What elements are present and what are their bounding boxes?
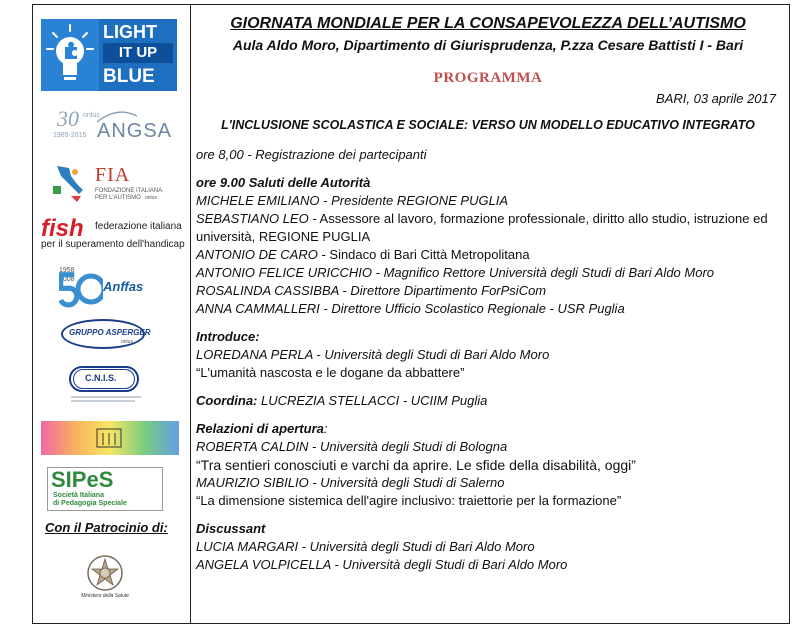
- relazione-title: “La dimensione sistemica dell'agire inclusivo: traiettorie per la formazione”: [196, 493, 622, 508]
- sipes-line2: di Pedagogia Speciale: [53, 500, 127, 507]
- coordina-section: [196, 392, 780, 410]
- speaker-name: ANNA CAMMALLERI: [196, 301, 320, 316]
- introduce-title: “L'umanità nascosta e le dogane da abbattere”: [196, 365, 465, 380]
- saluti-cammalleri: [196, 300, 780, 318]
- relazione-person: MAURIZIO SIBILIO - Università degli Studi di Salerno: [196, 475, 505, 490]
- saluti-cassibba: [196, 282, 780, 300]
- saluti-uricchio: [196, 264, 780, 282]
- blue-text: BLUE: [103, 66, 155, 87]
- ministero-salute-logo: [77, 553, 133, 605]
- speaker-role: - Sindaco di Bari Città Metropolitana: [317, 247, 530, 262]
- speaker-role: - Presidente REGIONE PUGLIA: [319, 193, 509, 208]
- introduce-label: Introduce:: [196, 329, 260, 344]
- relazioni-section: [196, 420, 780, 510]
- angsa-onlus: onlus: [83, 112, 100, 119]
- fia-name: FIA: [95, 164, 131, 186]
- fish-name: fish: [41, 215, 84, 242]
- speaker-role: - Direttore Dipartimento ForPsiCom: [338, 283, 547, 298]
- sipes-logo: [47, 467, 163, 511]
- cnis-name: C.N.I.S.: [85, 373, 117, 383]
- event-venue: Aula Aldo Moro, Dipartimento di Giurisprudenza, P.zza Cesare Battisti I - Bari: [232, 37, 744, 53]
- event-theme: L'INCLUSIONE SCOLASTICA E SOCIALE: VERSO UN MODELLO EDUCATIVO INTEGRATO: [221, 118, 755, 132]
- fia-onlus: onlus: [145, 195, 157, 201]
- coordina-label: Coordina:: [196, 393, 258, 408]
- speaker-role: - Assessore al lavoro, formazione professionale, diritto allo studio, istruzione ed università, REGIONE PUGLIA: [196, 211, 768, 244]
- anffas-name: Anffas: [103, 279, 144, 294]
- angsa-years: 30: [57, 106, 79, 131]
- speaker-name: ANTONIO DE CARO: [196, 247, 318, 262]
- fia-logo: [49, 162, 174, 206]
- discussant-person: LUCIA MARGARI - Università degli Studi di Bari Aldo Moro: [196, 539, 535, 554]
- sponsor-logos: [33, 5, 190, 605]
- introduce-section: [196, 328, 780, 382]
- column-divider: [190, 4, 191, 624]
- coordina-person: LUCREZIA STELLACCI - UCIIM Puglia: [257, 393, 488, 408]
- relazione-person: ROBERTA CALDIN - Università degli Studi di Bologna: [196, 439, 508, 454]
- saluti-decaro: [196, 246, 780, 264]
- registration-line: ore 8,00 - Registrazione dei partecipanti: [196, 147, 427, 162]
- fish-line2: per il superamento dell'handicap: [41, 239, 185, 250]
- asperger-name: GRUPPO ASPERGER: [69, 328, 151, 337]
- speaker-name: ROSALINDA CASSIBBA: [196, 283, 339, 298]
- asperger-onlus: onlus: [121, 339, 133, 345]
- gruppo-asperger-logo: [61, 319, 151, 353]
- anffas-fifty-icon: [59, 267, 103, 309]
- angsa-swoosh-icon: [97, 110, 137, 124]
- light-it-up-blue-logo: [41, 19, 177, 91]
- speaker-role: - Direttore Ufficio Scolastico Regionale - USR Puglia: [319, 301, 625, 316]
- fia-line1: FONDAZIONE ITALIANA: [95, 188, 163, 194]
- event-date: BARI, 03 aprile 2017: [656, 91, 776, 106]
- relazione-title: “Tra sentieri conosciuti e varchi da aprire. Le sfide della disabilità, oggi”: [196, 457, 636, 473]
- angsa-logo: [53, 106, 179, 146]
- italian-emblem-icon: [77, 553, 133, 595]
- angsa-name: ANGSA: [97, 120, 173, 142]
- fia-line2: PER L'AUTISMO: [95, 195, 141, 201]
- speaker-role: - Magnifico Rettore Università degli Studi di Bari Aldo Moro: [372, 265, 715, 280]
- fish-logo: [41, 215, 190, 253]
- light-text: LIGHT: [103, 22, 157, 42]
- programma-heading: PROGRAMMA: [433, 70, 543, 86]
- speaker-name: ANTONIO FELICE URICCHIO: [196, 265, 373, 280]
- anffas-year2: 2008: [59, 276, 75, 283]
- cnis-logo: [63, 366, 153, 408]
- anffas-logo: [59, 267, 154, 309]
- discussant-person: ANGELA VOLPICELLA - Università degli Studi di Bari Aldo Moro: [196, 557, 568, 572]
- relazioni-heading: [196, 420, 780, 438]
- fish-line1: federazione italiana: [95, 221, 182, 232]
- rainbow-banner-logo: [41, 421, 179, 455]
- discussant-label: Discussant: [196, 521, 266, 536]
- discussant-section: [196, 520, 780, 574]
- relazioni-colon: :: [323, 421, 328, 436]
- program-content: [196, 14, 780, 574]
- sipes-line1: Società Italiana: [53, 492, 104, 499]
- it-up-text: IT UP: [103, 43, 173, 63]
- saluti-section: [196, 174, 780, 318]
- anffas-year1: 1958: [59, 267, 75, 274]
- saluti-leo: [196, 210, 780, 246]
- relazioni-label: Relazioni di apertura: [196, 421, 324, 436]
- ministero-text: Ministero della Salute: [81, 593, 129, 599]
- saluti-heading: ore 9.00 Saluti delle Autorità: [196, 175, 371, 190]
- speaker-name: MICHELE EMILIANO: [196, 193, 320, 208]
- saluti-emiliano: [196, 192, 780, 210]
- speaker-name: SEBASTIANO LEO: [196, 211, 309, 226]
- rainbow-graphic-icon: [41, 421, 179, 455]
- introduce-person: LOREDANA PERLA - Università degli Studi di Bari Aldo Moro: [196, 347, 550, 362]
- event-title: GIORNATA MONDIALE PER LA CONSAPEVOLEZZA DELL’AUTISMO: [230, 15, 746, 32]
- angsa-range: 1985-2015: [53, 132, 87, 139]
- sipes-name: SIPeS: [51, 467, 114, 492]
- italy-map-icon: [49, 162, 89, 204]
- patrocinio-label: Con il Patrocinio di:: [45, 520, 168, 535]
